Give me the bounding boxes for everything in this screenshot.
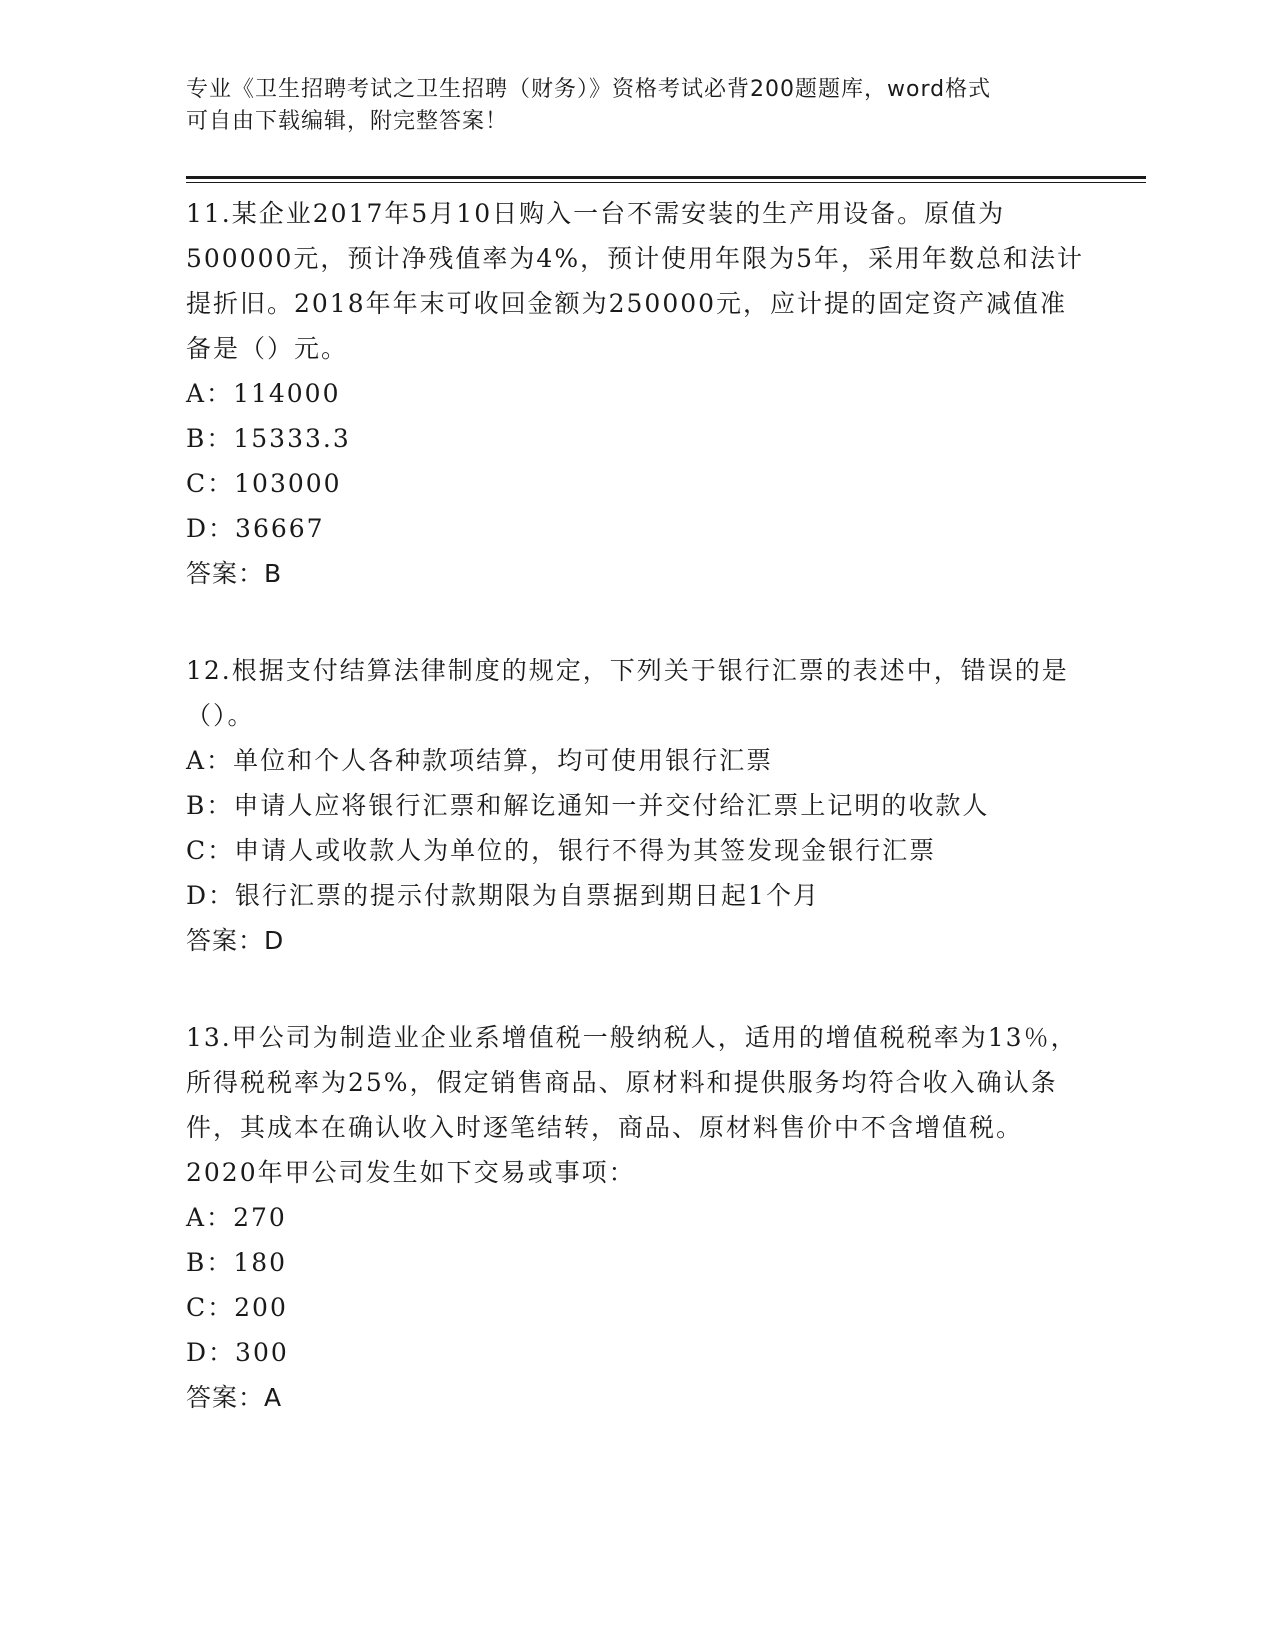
option-b bbox=[186, 1240, 1086, 1285]
option-letter: B： bbox=[186, 1248, 234, 1277]
question-12 bbox=[186, 648, 1086, 963]
option-text: 申请人应将银行汇票和解讫通知一并交付给汇票上记明的收款人 bbox=[233, 791, 990, 820]
option-letter: A： bbox=[186, 1203, 234, 1232]
option-a bbox=[186, 371, 1086, 416]
option-letter: C： bbox=[186, 836, 235, 865]
question-stem: 13.甲公司为制造业企业系增值税一般纳税人，适用的增值税税率为13％，所得税税率为25%，假定销售商品、原材料和提供服务均符合收入确认条件，其成本在确认收入时逐笔结转，商品、原材料售价中不含增值税。2020年甲公司发生如下交易或事项： bbox=[186, 1023, 1078, 1187]
option-a bbox=[186, 738, 1086, 783]
option-b bbox=[186, 416, 1086, 461]
answer-line: 答案：B bbox=[186, 559, 283, 588]
option-letter: B： bbox=[186, 791, 234, 820]
option-d bbox=[186, 1330, 1086, 1375]
question-13 bbox=[186, 1015, 1086, 1420]
option-text: 15333.3 bbox=[233, 424, 351, 453]
header-title-line-2: 可自由下载编辑，附完整答案！ bbox=[186, 109, 509, 134]
option-text: 180 bbox=[233, 1248, 288, 1277]
option-letter: A： bbox=[186, 379, 234, 408]
document-header bbox=[186, 74, 1066, 138]
header-divider-thick bbox=[186, 176, 1146, 179]
option-d bbox=[186, 506, 1086, 551]
question-list bbox=[186, 191, 1086, 1472]
question-stem: 11.某企业2017年5月10日购入一台不需安装的生产用设备。原值为500000元，预计净残值率为4%，预计使用年限为5年，采用年数总和法计提折旧。2018年年末可收回金额为250000元，应计提的固定资产减值准备是（）元。 bbox=[186, 199, 1085, 363]
option-text: 申请人或收款人为单位的，银行不得为其签发现金银行汇票 bbox=[234, 836, 937, 865]
header-title-line-1: 专业《卫生招聘考试之卫生招聘（财务）》资格考试必背200题题库，word格式 bbox=[186, 77, 992, 102]
option-text: 36667 bbox=[235, 514, 325, 543]
option-text: 300 bbox=[235, 1338, 289, 1367]
answer-line: 答案：A bbox=[186, 1383, 283, 1412]
answer-line: 答案：D bbox=[186, 926, 285, 955]
option-d bbox=[186, 873, 1086, 918]
option-text: 103000 bbox=[234, 469, 342, 498]
option-letter: B： bbox=[186, 424, 234, 453]
option-c bbox=[186, 461, 1086, 506]
option-text: 单位和个人各种款项结算，均可使用银行汇票 bbox=[233, 746, 774, 775]
question-stem: 12.根据支付结算法律制度的规定，下列关于银行汇票的表述中，错误的是（）。 bbox=[186, 656, 1069, 730]
option-text: 114000 bbox=[233, 379, 341, 408]
option-letter: D： bbox=[186, 881, 236, 910]
option-text: 银行汇票的提示付款期限为自票据到期日起1个月 bbox=[235, 881, 820, 910]
option-c bbox=[186, 828, 1086, 873]
option-text: 270 bbox=[233, 1203, 287, 1232]
option-letter: D： bbox=[186, 1338, 236, 1367]
option-letter: C： bbox=[186, 469, 235, 498]
option-a bbox=[186, 1195, 1086, 1240]
option-b bbox=[186, 783, 1086, 828]
option-letter: C： bbox=[186, 1293, 235, 1322]
option-letter: D： bbox=[186, 514, 236, 543]
option-text: 200 bbox=[234, 1293, 288, 1322]
question-11 bbox=[186, 191, 1086, 596]
header-divider-thin bbox=[186, 182, 1146, 183]
option-letter: A： bbox=[186, 746, 234, 775]
option-c bbox=[186, 1285, 1086, 1330]
